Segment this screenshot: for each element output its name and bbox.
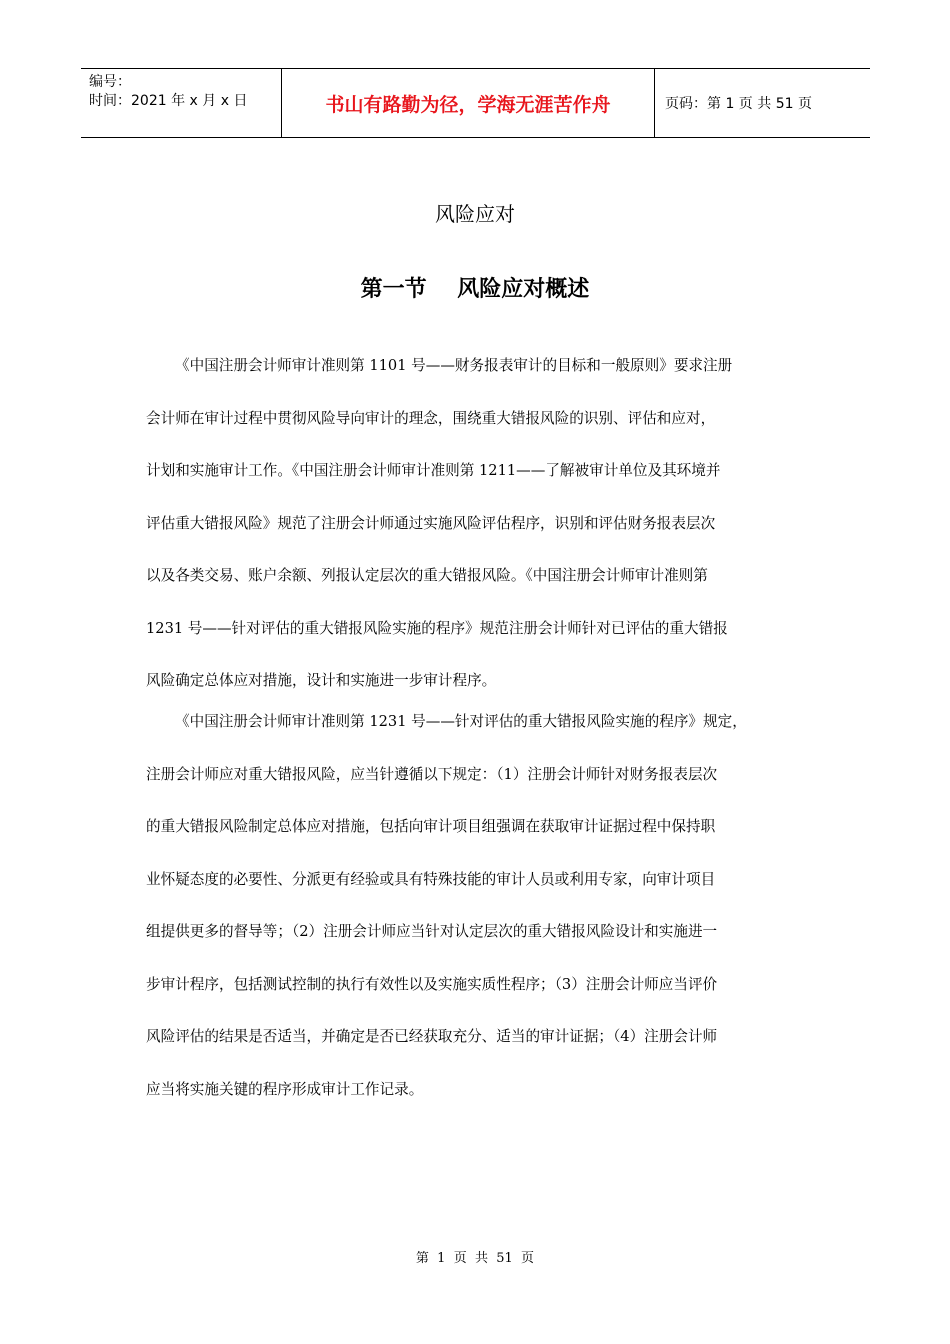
paragraph-line: 业怀疑态度的必要性、分派更有经验或具有特殊技能的审计人员或利用专家，向审计项目 [146,870,716,888]
page-footer: 第 1 页 共 51 页 [415,1251,535,1266]
paragraph-line: 会计师在审计过程中贯彻风险导向审计的理念，围绕重大错报风险的识别、评估和应对， [146,409,716,427]
time-label: 时间：2021 年 x 月 x 日 [89,93,248,109]
document-title: 风险应对 [435,202,515,226]
header-meta [81,69,281,137]
paragraph-line: 评估重大错报风险》规范了注册会计师通过实施风险评估程序，识别和评估财务报表层次 [146,514,716,532]
paragraph-line: 1231 号——针对评估的重大错报风险实施的程序》规范注册会计师针对已评估的重大错报 [146,619,728,637]
paragraph-line: 风险评估的结果是否适当，并确定是否已经获取充分、适当的审计证据；（4）注册会计师 [146,1028,718,1045]
header-page-info: 页码：第 1 页 共 51 页 [665,96,812,112]
paragraph-line: 注册会计师应对重大错报风险，应当针遵循以下规定：（1）注册会计师针对财务报表层次 [146,765,718,783]
paragraph-line: 以及各类交易、账户余额、列报认定层次的重大错报风险。《中国注册会计师审计准则第 [146,567,708,584]
header-motto: 书山有路勤为径，学海无涯苦作舟 [281,69,655,137]
paragraph-line: 的重大错报风险制定总体应对措施，包括向审计项目组强调在获取审计证据过程中保持职 [146,818,716,835]
paragraph-line: 《中国注册会计师审计准则第 1231 号——针对评估的重大错报风险实施的程序》规定， [175,713,747,730]
document-header [81,68,870,138]
paragraph-line: 风险确定总体应对措施，设计和实施进一步审计程序。 [146,672,497,689]
number-label: 编号： [89,74,131,90]
paragraph-line: 应当将实施关键的程序形成审计工作记录。 [146,1080,424,1098]
paragraph-line: 《中国注册会计师审计准则第 1101 号——财务报表审计的目标和一般原则》要求注册 [175,357,733,374]
paragraph-line: 计划和实施审计工作。《中国注册会计师审计准则第 1211——了解被审计单位及其环境并 [146,462,721,479]
section-title: 第一节 风险应对概述 [360,277,590,302]
paragraph-line: 步审计程序，包括测试控制的执行有效性以及实施实质性程序；（3）注册会计师应当评价 [146,975,718,993]
paragraph-line: 组提供更多的督导等；（2）注册会计师应当针对认定层次的重大错报风险设计和实施进一 [146,923,718,940]
paragraph-1 [146,340,806,708]
paragraph-2 [146,696,806,1116]
